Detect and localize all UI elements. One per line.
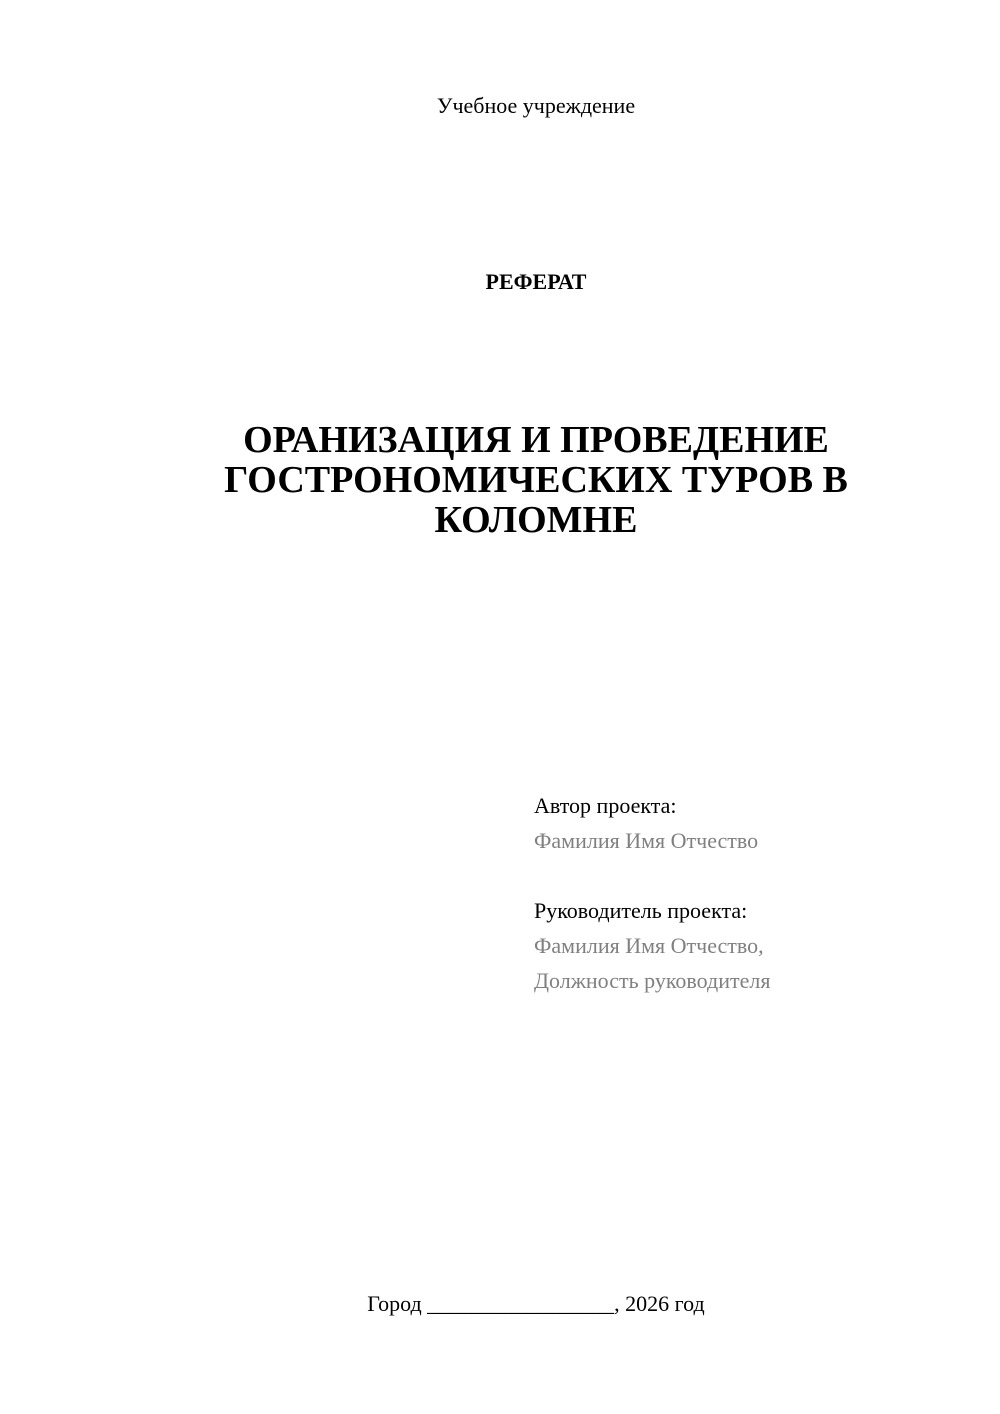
author-name: Фамилия Имя Отчество bbox=[534, 828, 759, 853]
supervisor-name: Фамилия Имя Отчество, bbox=[534, 933, 764, 958]
document-title-line: ГОСТРОНОМИЧЕСКИХ ТУРОВ В bbox=[224, 459, 848, 501]
author-label: Автор проекта: bbox=[534, 793, 677, 818]
institution-name: Учебное учреждение bbox=[436, 93, 636, 118]
supervisor-label: Руководитель проекта: bbox=[534, 898, 748, 923]
project-info bbox=[534, 788, 974, 998]
document-title-line: КОЛОМНЕ bbox=[434, 499, 638, 541]
supervisor-position: Должность руководителя bbox=[534, 968, 771, 993]
document-type: РЕФЕРАТ bbox=[485, 269, 587, 294]
city-year-line: Город _________________, 2026 год bbox=[367, 1291, 705, 1316]
document-title-line: ОРАНИЗАЦИЯ И ПРОВЕДЕНИЕ bbox=[243, 419, 829, 461]
spacer bbox=[534, 858, 974, 893]
document-title bbox=[186, 420, 886, 540]
